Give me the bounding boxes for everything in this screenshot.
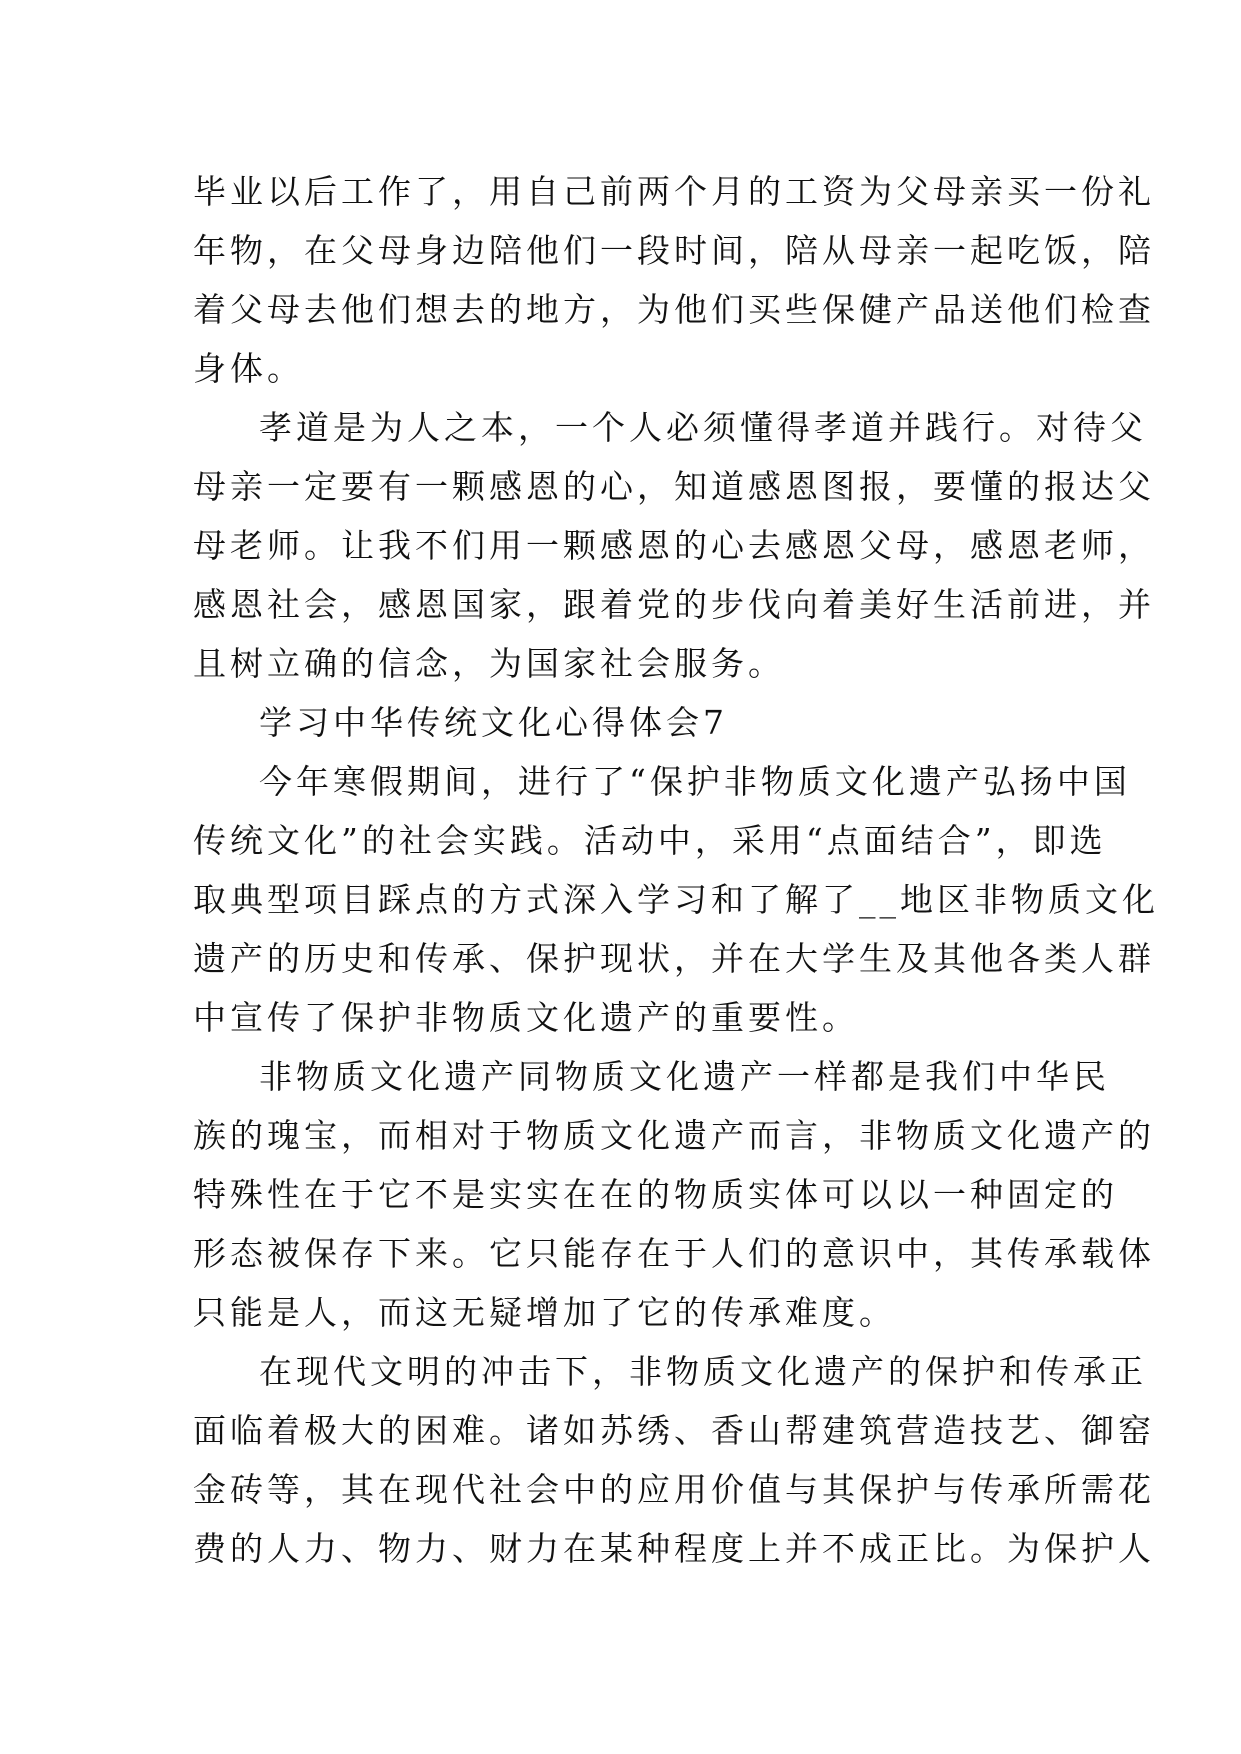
text-line: 中宣传了保护非物质文化遗产的重要性。 [193, 998, 859, 1037]
paragraph-first-line: 在现代文明的冲击下，非物质文化遗产的保护和传承正 [259, 1352, 1147, 1391]
text-line: 且树立确的信念，为国家社会服务。 [193, 644, 785, 683]
text-line: 年物，在父母身边陪他们一段时间，陪从母亲一起吃饭，陪 [193, 231, 1155, 270]
text-line: 毕业以后工作了，用自己前两个月的工资为父母亲买一份礼 [193, 172, 1155, 211]
text-line: 感恩社会，感恩国家，跟着党的步伐向着美好生活前进，并 [193, 585, 1155, 624]
text-line: 取典型项目踩点的方式深入学习和了解了__地区非物质文化 [193, 880, 1159, 919]
text-line: 形态被保存下来。它只能存在于人们的意识中，其传承载体 [193, 1234, 1155, 1273]
text-line: 面临着极大的困难。诸如苏绣、香山帮建筑营造技艺、御窑 [193, 1411, 1155, 1450]
paragraph-first-line: 孝道是为人之本，一个人必须懂得孝道并践行。对待父 [259, 408, 1147, 447]
section-heading: 学习中华传统文化心得体会7 [259, 703, 728, 742]
text-line: 遗产的历史和传承、保护现状，并在大学生及其他各类人群 [193, 939, 1155, 978]
text-line: 母亲一定要有一颗感恩的心，知道感恩图报，要懂的报达父 [193, 467, 1155, 506]
text-line: 传统文化”的社会实践。活动中，采用“点面结合”，即选 [193, 821, 1107, 860]
text-line: 母老师。让我不们用一颗感恩的心去感恩父母，感恩老师， [193, 526, 1155, 565]
text-line: 着父母去他们想去的地方，为他们买些保健产品送他们检查 [193, 290, 1155, 329]
text-line: 费的人力、物力、财力在某种程度上并不成正比。为保护人 [193, 1529, 1155, 1568]
document-body [193, 162, 1159, 1578]
paragraph-first-line: 今年寒假期间，进行了“保护非物质文化遗产弘扬中国 [259, 762, 1131, 801]
text-line: 金砖等，其在现代社会中的应用价值与其保护与传承所需花 [193, 1470, 1155, 1509]
text-line: 身体。 [193, 349, 304, 388]
text-line: 特殊性在于它不是实实在在的物质实体可以以一种固定的 [193, 1175, 1118, 1214]
text-line: 只能是人，而这无疑增加了它的传承难度。 [193, 1293, 896, 1332]
text-line: 族的瑰宝，而相对于物质文化遗产而言，非物质文化遗产的 [193, 1116, 1155, 1155]
paragraph-first-line: 非物质文化遗产同物质文化遗产一样都是我们中华民 [259, 1057, 1110, 1096]
